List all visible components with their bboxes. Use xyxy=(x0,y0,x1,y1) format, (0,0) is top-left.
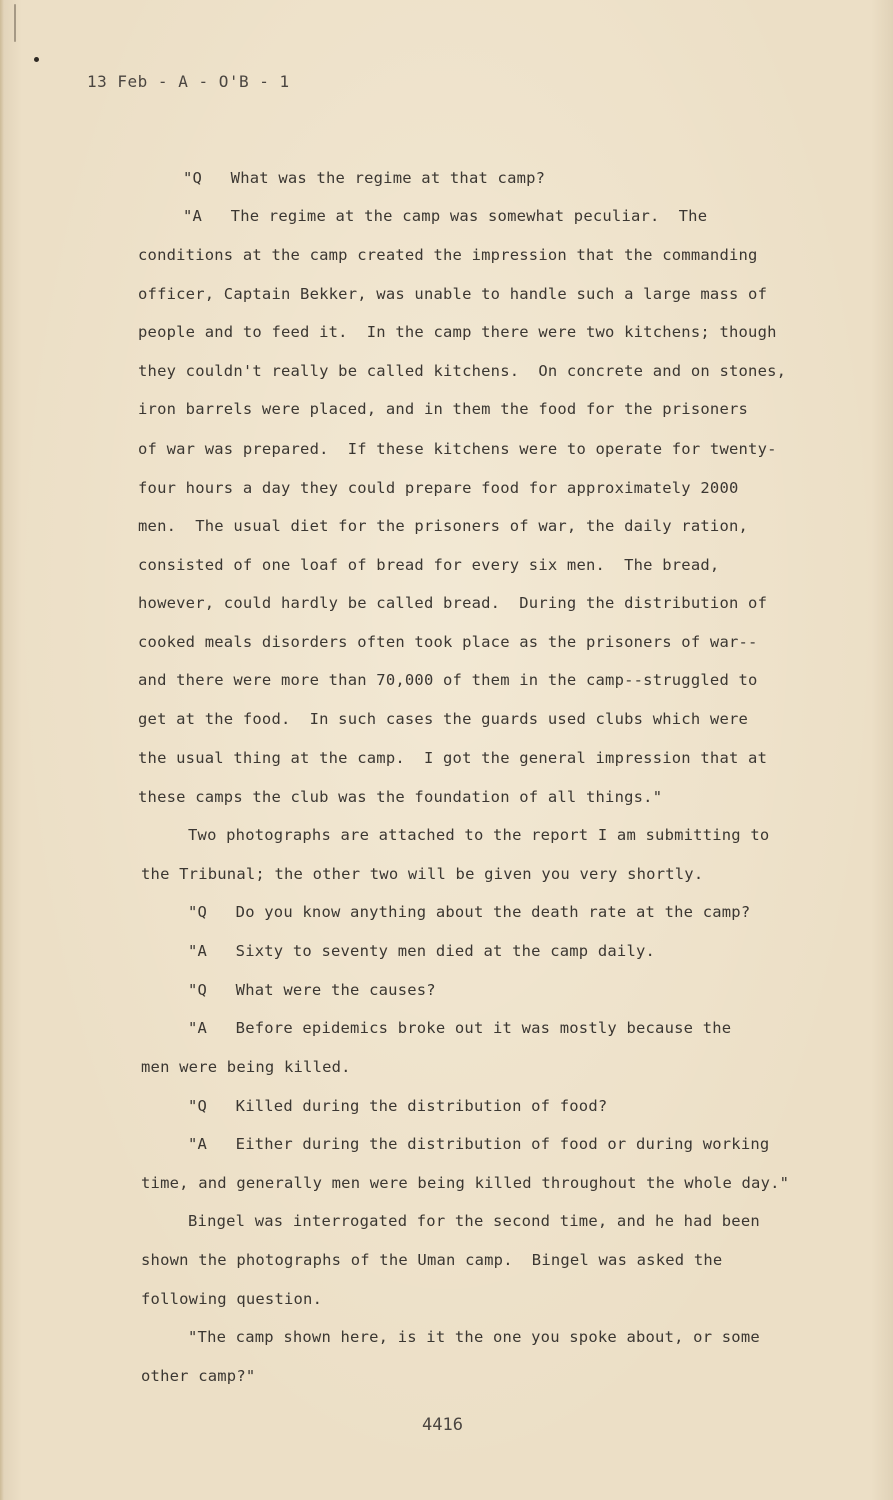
text-line: "A Sixty to seventy men died at the camp daily. xyxy=(188,942,656,960)
text-line: time, and generally men were being killed throughout the whole day." xyxy=(141,1174,790,1192)
text-line: "A Either during the distribution of food or during working xyxy=(188,1135,770,1153)
text-line: "A The regime at the camp was somewhat peculiar. The xyxy=(183,207,708,225)
text-line: iron barrels were placed, and in them the food for the prisoners xyxy=(138,400,749,418)
text-line: and there were more than 70,000 of them in the camp--struggled to xyxy=(138,671,758,689)
text-line: "Q What were the causes? xyxy=(188,981,436,999)
page-header: 13 Feb - A - O'B - 1 xyxy=(87,72,290,91)
text-line: officer, Captain Bekker, was unable to handle such a large mass of xyxy=(138,285,768,303)
text-line: however, could hardly be called bread. During the distribution of xyxy=(138,594,768,612)
text-line: "A Before epidemics broke out it was mostly because the xyxy=(188,1019,732,1037)
text-line: these camps the club was the foundation of all things." xyxy=(138,788,663,806)
text-line: Bingel was interrogated for the second time, and he had been xyxy=(188,1212,760,1230)
text-line: consisted of one loaf of bread for every six men. The bread, xyxy=(138,556,720,574)
text-line: following question. xyxy=(141,1290,323,1308)
text-line: "Q Killed during the distribution of food? xyxy=(188,1097,608,1115)
text-line: "Q What was the regime at that camp? xyxy=(183,169,546,187)
text-line: conditions at the camp created the impression that the commanding xyxy=(138,246,758,264)
text-line: of war was prepared. If these kitchens were to operate for twenty- xyxy=(138,440,777,458)
text-line: the usual thing at the camp. I got the general impression that at xyxy=(138,749,768,767)
text-line: Two photographs are attached to the report I am submitting to xyxy=(188,826,770,844)
text-line: "Q Do you know anything about the death rate at the camp? xyxy=(188,903,751,921)
text-line: men were being killed. xyxy=(141,1058,351,1076)
text-line: cooked meals disorders often took place as the prisoners of war-- xyxy=(138,633,758,651)
page-number: 4416 xyxy=(422,1415,463,1435)
text-line: men. The usual diet for the prisoners of war, the daily ration, xyxy=(138,517,749,535)
text-line: "The camp shown here, is it the one you spoke about, or some xyxy=(188,1328,760,1346)
text-line: people and to feed it. In the camp there were two kitchens; though xyxy=(138,323,777,341)
text-line: get at the food. In such cases the guards used clubs which were xyxy=(138,710,749,728)
text-line: the Tribunal; the other two will be given you very shortly. xyxy=(141,865,704,883)
text-line: four hours a day they could prepare food for approximately 2000 xyxy=(138,479,739,497)
corner-pencil-mark xyxy=(14,4,16,42)
punch-dot xyxy=(34,57,39,62)
text-line: shown the photographs of the Uman camp. Bingel was asked the xyxy=(141,1251,723,1269)
text-line: they couldn't really be called kitchens. On concrete and on stones, xyxy=(138,362,787,380)
text-line: other camp?" xyxy=(141,1367,256,1385)
page-edge-shadow xyxy=(0,0,4,1500)
